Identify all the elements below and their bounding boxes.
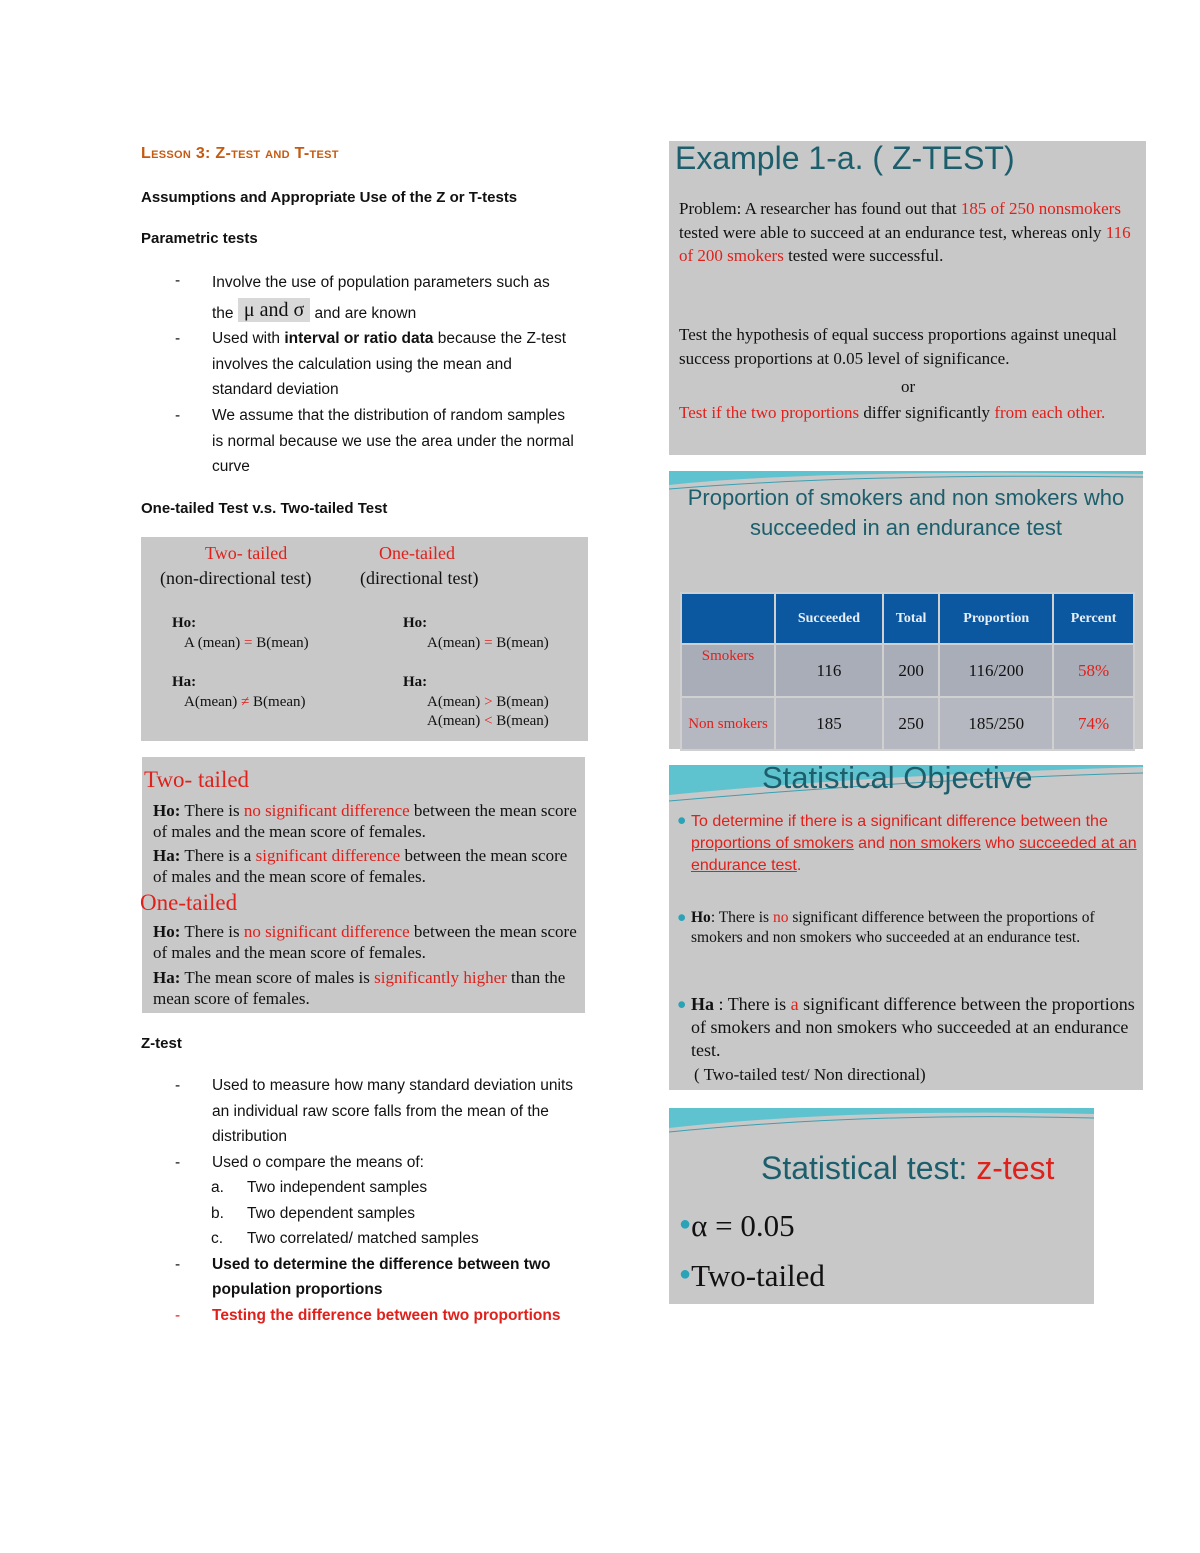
table-header: Total (883, 593, 939, 644)
bullet-icon: ● (677, 996, 687, 1013)
table-header: Proportion (939, 593, 1053, 644)
table-cell: 58% (1053, 644, 1134, 697)
one-tailed-subtitle: (directional test) (360, 568, 479, 588)
text-run: There is (180, 801, 244, 820)
text-run: Ho: (153, 801, 181, 820)
text-run: B(mean) (492, 635, 549, 651)
ztest-bullet: - Used o compare the means of: a. Two independent samples b. Two dependent samples c. Two correlated/ matched samples (175, 1150, 575, 1252)
two-tailed-title: Two- tailed (144, 767, 250, 792)
text-run: Ho: (153, 922, 181, 941)
text-run: There is a (180, 846, 256, 865)
heading-assumptions: Assumptions and Appropriate Use of the Z or T-tests (141, 189, 518, 206)
example-test-statement: Test the hypothesis of equal success proportions against unequal success proportions at 0.05 level of significance. (679, 325, 1117, 368)
bullet-icon: ● (679, 1213, 692, 1235)
bullet-icon: ● (679, 1263, 692, 1285)
text-run: There is (180, 922, 244, 941)
text-run: B(mean) (249, 694, 306, 710)
text-run: = (484, 635, 493, 651)
table-cell: 200 (883, 644, 939, 697)
text-run: = (243, 635, 253, 651)
two-ha-label: Ha: (172, 674, 197, 690)
slide-proportion-table (669, 471, 1143, 749)
text-run: between the mean score of males and the mean score of females. (153, 801, 577, 841)
one-ho-equation (427, 635, 549, 652)
two-ha-equation (184, 694, 306, 711)
text-run: ≠ (241, 694, 250, 710)
sub-item: c. Two correlated/ matched samples (211, 1230, 479, 1247)
text-run: A(mean) (184, 694, 242, 710)
two-tailed-ha (153, 845, 585, 887)
table-cell: Smokers (681, 644, 775, 697)
text-run: significant difference (255, 846, 401, 865)
ztest-bullet: - Used to determine the difference between two population proportions (175, 1252, 575, 1303)
heading-ztest: Z-test (141, 1035, 182, 1052)
slide-statistical-test (669, 1108, 1094, 1304)
heading-parametric: Parametric tests (141, 230, 258, 247)
objective-title: Statistical Objective (762, 760, 1033, 795)
text-run: no significant difference (243, 801, 410, 820)
sub-item: a. Two independent samples (211, 1179, 428, 1196)
ztest-bullet: - Testing the difference between two proportions (175, 1303, 575, 1329)
text-run: Test if the two proportions (679, 403, 860, 422)
objective-note: ( Two-tailed test/ Non directional) (694, 1065, 926, 1084)
text-run: Ha (691, 994, 715, 1014)
objective-ho (691, 908, 1143, 947)
text-run: B(mean) (492, 713, 549, 729)
one-tailed-title: One-tailed (140, 890, 238, 915)
bullet-text: Used to measure how many standard deviation units an individual raw score falls from the mean of the distribution (212, 1077, 574, 1145)
text-run: proportions of smokers (691, 835, 854, 852)
text-run: : There is (714, 994, 791, 1014)
test-tail: ●Two-tailed (679, 1258, 825, 1293)
slide-example (669, 141, 1146, 455)
text-run: Used with (212, 330, 285, 347)
table-cell: 250 (883, 697, 939, 750)
table-cell: 116 (775, 644, 883, 697)
text-run: differ significantly (859, 403, 995, 422)
parametric-bullet: - Used with interval or ratio data because the Z-test involves the calculation using the mean and standard deviation (175, 330, 567, 398)
text-run: between the mean score of males and the mean score of females. (153, 922, 577, 962)
one-ho-label: Ho: (403, 615, 428, 631)
example-title: Example 1-a. ( Z-TEST) (675, 140, 1015, 176)
bullet-icon: ● (677, 812, 687, 829)
table-cell: 74% (1053, 697, 1134, 750)
text-run: significantly higher (374, 968, 507, 987)
text-run: tested were successful. (783, 246, 944, 265)
text-run: succeeded at an endurance test (691, 835, 1137, 874)
test-alpha: ●α = 0.05 (679, 1208, 795, 1243)
heading-tails: One-tailed Test v.s. Two-tailed Test (141, 500, 388, 517)
text-run: no significant difference (243, 922, 410, 941)
text-run: < (484, 713, 493, 729)
two-ho-equation (184, 635, 309, 652)
text-run: interval or ratio data (284, 330, 434, 347)
slide-tails-comparison (141, 537, 588, 741)
text-run: To determine if there is a significant difference between the (691, 813, 1108, 830)
one-tailed-ha (153, 967, 585, 1009)
text-run: and (853, 835, 890, 852)
text-run: non smokers (889, 835, 981, 852)
text-run: significant difference between the proportions of smokers and non smokers who succeeded at an endurance test. (691, 994, 1135, 1060)
table-title: Proportion of smokers and non smokers who succeeded in an endurance test (687, 485, 1125, 540)
text-run: 116 of 200 smokers (679, 222, 1131, 265)
objective-bullet (691, 811, 1141, 877)
text-run: because the Z-test involves the calculation using the mean and standard deviation (212, 330, 567, 398)
one-ha-label: Ha: (403, 674, 428, 690)
text-run: a (790, 994, 799, 1014)
text-run: tested were able to succeed at an endurance test, whereas only (679, 222, 1106, 242)
sub-item: b. Two dependent samples (211, 1204, 416, 1222)
two-tailed-title: Two- tailed (205, 543, 288, 563)
parametric-bullet: - We assume that the distribution of random samples is normal because we use the area under the normal curve (175, 407, 574, 475)
proportion-table (680, 592, 1135, 751)
text-run: Ha: (153, 968, 181, 987)
table-cell: Non smokers (681, 697, 775, 750)
table-header: Percent (1053, 593, 1134, 644)
ztest-bullets (175, 1073, 575, 1328)
example-problem (679, 197, 1145, 268)
text-run: no (772, 909, 789, 926)
text-run: The mean score of males is (180, 968, 375, 987)
text-run: than the mean score of females. (153, 968, 566, 1008)
example-or: or (901, 377, 916, 396)
text-run: Involve the use of population parameters such as the (212, 274, 550, 322)
one-ha-equation (427, 713, 549, 730)
text-run: and are known (310, 305, 417, 322)
one-tailed-ho (153, 921, 585, 963)
table-cell: 116/200 (939, 644, 1053, 697)
text-run: 185 of 250 nonsmokers (960, 199, 1121, 218)
text-run: Problem: A researcher has found out that (679, 199, 961, 218)
test-title: Statistical test: z-test (761, 1150, 1055, 1186)
table-cell: 185/250 (939, 697, 1053, 750)
two-ho-label: Ho: (172, 615, 197, 631)
text-run: A(mean) (427, 713, 485, 729)
text-run: . (796, 857, 802, 874)
parametric-bullet: - Involve the use of population parameters such as the μ and σ and are known (175, 272, 550, 322)
bullet-text: Testing the difference between two proportions (212, 1306, 561, 1324)
text-run: A(mean) (427, 694, 485, 710)
text-run: who (980, 835, 1020, 852)
objective-ha (691, 993, 1141, 1062)
bullet-text: Used to determine the difference between two population proportions (212, 1255, 551, 1298)
text-run: between the mean score of males and the mean score of females. (153, 846, 568, 886)
table-cell: 185 (775, 697, 883, 750)
lesson-title: Lesson 3: Z-test and T-test (141, 145, 339, 162)
slide-statistical-objective (669, 760, 1143, 1090)
bullet-text: Used o compare the means of: (212, 1153, 424, 1171)
text-run: > (484, 694, 493, 710)
one-tailed-title: One-tailed (379, 543, 455, 563)
text-run: : There is (710, 909, 773, 926)
text-run: B(mean) (492, 694, 549, 710)
two-tailed-ho (153, 800, 585, 842)
bullet-icon: ● (677, 909, 687, 926)
text-run: significant difference between the proportions of smokers and non smokers who succeeded at an endurance test. (691, 909, 1095, 946)
text-run: from each other. (994, 403, 1106, 422)
table-header: Succeeded (775, 593, 883, 644)
two-tailed-subtitle: (non-directional test) (160, 568, 312, 588)
example-alternative (679, 401, 1145, 425)
text-run: A(mean) (427, 635, 485, 651)
text-run: A (mean) (184, 635, 244, 651)
text-run: μ and σ (238, 298, 310, 322)
table-header (681, 593, 775, 644)
slide-hypotheses (142, 757, 585, 1013)
text-run: B(mean) (252, 635, 309, 651)
ztest-bullet: - Used to measure how many standard deviation units an individual raw score falls from the mean of the distribution (175, 1073, 575, 1150)
text-run: Ha: (153, 846, 181, 865)
decorative-swoosh-icon (669, 1108, 1094, 1134)
text-run: Ho (691, 909, 711, 926)
one-ha-equation (427, 694, 549, 711)
text-run: We assume that the distribution of random samples is normal because we use the area under the normal curve (212, 407, 574, 475)
